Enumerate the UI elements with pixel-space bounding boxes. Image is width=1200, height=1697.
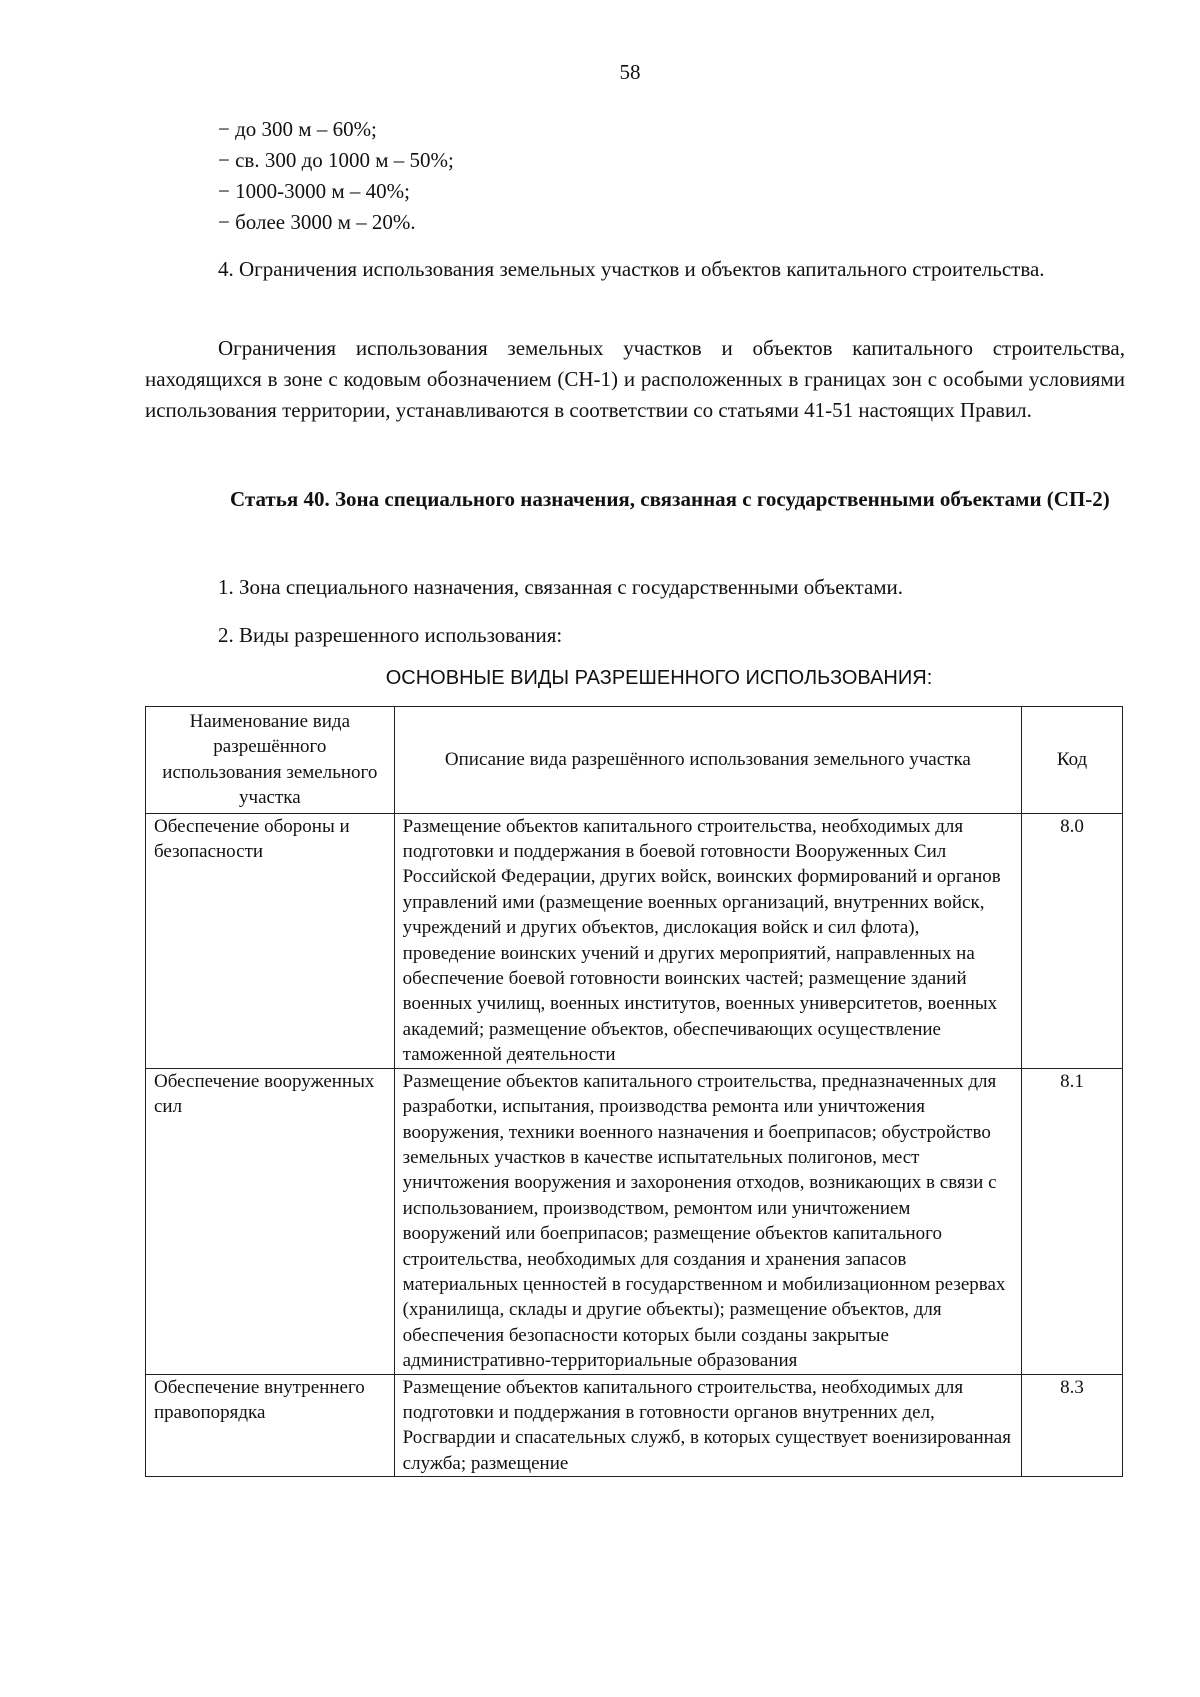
permitted-uses-table <box>145 706 1123 1477</box>
cell-code: 8.0 <box>1022 813 1123 1068</box>
table-row <box>146 813 1123 1068</box>
cell-name: Обеспечение вооруженных сил <box>146 1068 395 1374</box>
table-row <box>146 1374 1123 1477</box>
cell-description: Размещение объектов капитального строительства, необходимых для подготовки и поддержания в боевой готовности Вооруженных Сил Российской Федерации, других войск, воинских формирований и органов управлений ими (размещение военных организаций, внутренних войск, учреждений и других объектов, дислокация войск и сил флота), проведение воинских учений и других мероприятий, направленных на обеспечение боевой готовности воинских частей; размещение зданий военных училищ, военных институтов, военных университетов, военных академий; размещение объектов, обеспечивающих осуществление таможенной деятельности <box>394 813 1021 1068</box>
cell-name: Обеспечение обороны и безопасности <box>146 813 395 1068</box>
table-caption: ОСНОВНЫЕ ВИДЫ РАЗРЕШЕННОГО ИСПОЛЬЗОВАНИЯ: <box>385 667 933 689</box>
cell-code: 8.3 <box>1022 1374 1123 1477</box>
cell-name: Обеспечение внутреннего правопорядка <box>146 1374 395 1477</box>
header-description: Описание вида разрешённого использования земельного участка <box>394 707 1021 814</box>
paragraph-zone: 1. Зона специального назначения, связанная с государственными объектами. <box>218 575 904 599</box>
article-heading: Статья 40. Зона специального назначения, связанная с государственными объектами (СП-2) <box>230 487 1110 511</box>
list-item: − до 300 м – 60%; <box>218 117 377 141</box>
list-item: − более 3000 м – 20%. <box>218 210 416 234</box>
cell-description: Размещение объектов капитального строительства, необходимых для подготовки и поддержания в готовности органов внутренних дел, Росгвардии и спасательных служб, в которых существует военизированная служба; размещение <box>394 1374 1021 1477</box>
paragraph-permitted-uses: 2. Виды разрешенного использования: <box>218 623 563 647</box>
paragraph-restrictions-body: Ограничения использования земельных участков и объектов капитального строительства, находящихся в зоне с кодовым обозначением (СН-1) и расположенных в границах зон с особыми условиями использования территории, устанавливаются в соответствии со статьями 41-51 настоящих Правил. <box>145 336 1125 422</box>
paragraph-restrictions-title: 4. Ограничения использования земельных участков и объектов капитального строительства. <box>218 257 1045 281</box>
table-header-row <box>146 707 1123 814</box>
table-row <box>146 1068 1123 1374</box>
header-name: Наименование вида разрешённого использования земельного участка <box>146 707 395 814</box>
page-number: 58 <box>619 60 641 84</box>
cell-description: Размещение объектов капитального строительства, предназначенных для разработки, испытания, производства ремонта или уничтожения вооружения, техники военного назначения и боеприпасов; обустройство земельных участков в качестве испытательных полигонов, мест уничтожения вооружения и захоронения отходов, возникающих в связи с использованием, производством, ремонтом или уничтожением вооружений или боеприпасов; размещение объектов капитального строительства, необходимых для создания и хранения запасов материальных ценностей в государственном и мобилизационном резервах (хранилища, склады и другие объекты); размещение объектов, для обеспечения безопасности которых были созданы закрытые административно-территориальные образования <box>394 1068 1021 1374</box>
header-code: Код <box>1022 707 1123 814</box>
dash-list <box>218 114 818 238</box>
list-item: − 1000-3000 м – 40%; <box>218 179 410 203</box>
list-item: − св. 300 до 1000 м – 50%; <box>218 148 454 172</box>
cell-code: 8.1 <box>1022 1068 1123 1374</box>
